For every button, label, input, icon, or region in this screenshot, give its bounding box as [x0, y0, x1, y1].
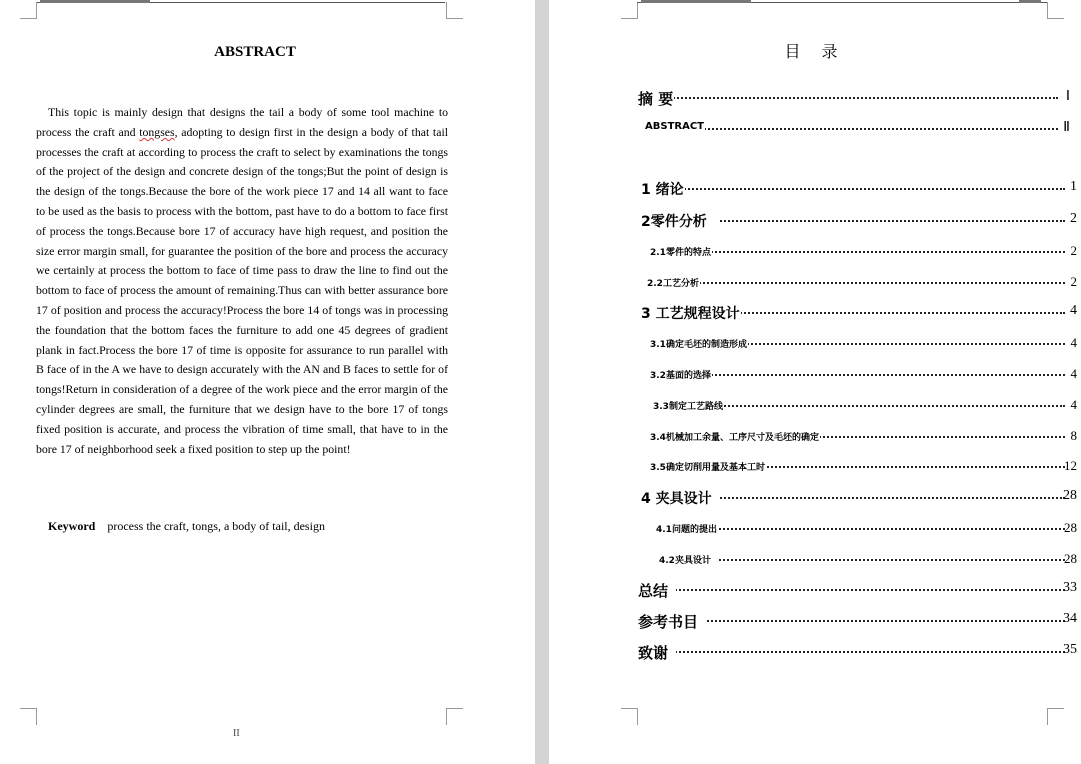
left-page [0, 0, 535, 764]
toc-entry[interactable] [549, 301, 1081, 321]
toc-page-number: 4 [1070, 303, 1077, 318]
toc-page-number: 33 [1063, 580, 1077, 595]
toc-entry[interactable] [549, 209, 1081, 229]
toc-entry-label: 3.2基面的选择 [650, 368, 712, 381]
toc-page-number: 28 [1064, 550, 1077, 566]
toc-entry[interactable] [549, 394, 1081, 414]
crop-mark [446, 708, 463, 725]
toc-entry-label: 4.2夹具设计 [659, 553, 719, 566]
toc-entry-label: 3.1确定毛坯的制造形成 [650, 337, 748, 350]
toc-entry[interactable] [549, 363, 1081, 383]
toc-entry-label: 3 工艺规程设计 [641, 303, 741, 323]
crop-mark [621, 2, 638, 19]
toc-leader-dots [641, 188, 1065, 190]
right-page [549, 0, 1081, 764]
abstract-text-start: This topic is mainly design that designs the tail a body of some tool machine to process the craft and [36, 105, 448, 139]
toc-entry-label: 2.2工艺分析 [647, 276, 700, 289]
toc-page-number: 34 [1063, 611, 1077, 626]
toc-page-number: Ⅱ [1063, 120, 1070, 135]
toc-page-number: 35 [1063, 642, 1077, 657]
toc-entry[interactable] [549, 548, 1081, 568]
toc-entry[interactable] [549, 640, 1081, 660]
toc-entry-label: 致谢 [638, 642, 676, 663]
toc-leader-dots [647, 282, 1065, 284]
toc-leader-dots [638, 589, 1065, 591]
crop-mark [20, 708, 37, 725]
abstract-body [36, 103, 448, 459]
toc-leader-dots [638, 97, 1058, 99]
crop-mark [20, 2, 37, 19]
toc-page-number: 28 [1064, 519, 1077, 535]
toc-leader-dots [638, 651, 1065, 653]
toc-leader-dots [650, 374, 1065, 376]
header-text-fragment [1019, 0, 1041, 3]
keyword-label: Keyword [48, 519, 96, 533]
toc-leader-dots [645, 128, 1058, 130]
toc-leader-dots [659, 559, 1065, 561]
toc-entry-label: 3.4机械加工余量、工序尺寸及毛坯的确定 [650, 430, 820, 443]
toc-page-number: 28 [1063, 488, 1077, 503]
crop-mark [621, 708, 638, 725]
toc-page-number: 12 [1064, 457, 1077, 473]
toc-entry[interactable] [549, 240, 1081, 260]
crop-mark [1047, 708, 1064, 725]
toc-entry-label: 1 绪论 [641, 179, 685, 199]
toc-entry[interactable] [549, 271, 1081, 291]
toc-entry[interactable] [549, 177, 1081, 197]
toc-entry[interactable] [549, 332, 1081, 352]
toc-page-number: 4 [1070, 396, 1077, 412]
toc-entry-label: 参考书目 [638, 611, 706, 632]
toc-entry[interactable] [549, 517, 1081, 537]
toc-entry-label: 2零件分析 [641, 211, 719, 231]
toc-page-number: 4 [1070, 365, 1077, 381]
toc-entry[interactable] [549, 486, 1081, 506]
crop-mark [446, 2, 463, 19]
toc-entry-label: 4 夹具设计 [641, 488, 720, 508]
header-text-fragment [641, 0, 751, 3]
toc-entry[interactable] [549, 425, 1081, 445]
toc-entry[interactable] [549, 117, 1081, 137]
toc-page-number: 2 [1070, 211, 1077, 226]
toc-page-number: 4 [1070, 334, 1077, 350]
toc-entry-label: 摘 要 [638, 89, 674, 108]
toc-entry-label: 3.3制定工艺路线 [653, 399, 724, 412]
toc-page-number: 2 [1070, 242, 1077, 258]
toc-leader-dots [650, 251, 1065, 253]
page-number: II [233, 728, 240, 739]
toc-page-number: 1 [1070, 179, 1077, 194]
keyword-text: process the craft, tongs, a body of tail, design [107, 519, 325, 533]
toc-entry[interactable] [549, 609, 1081, 629]
crop-mark [1047, 2, 1064, 19]
header-text-fragment [40, 0, 150, 3]
abstract-text-end: , adopting to design first in the design a body of that tail processes the craft at according to process the craft to select by examinations the tongs of the project of the design and concrete design of the tongs;But the point of design is the design of the tongs.Because the bore of the work piece 17 and 14 all want to face to be used as the basis to process with the bottom, past have to do a bottom to face first of process the tongs.Because bore 17 of accuracy have high request, and position the size error margin small, for guarantee the position of the bore and process the accuracy we certainly at process the bottom to face of time pass to draw the line to find out the bottom to face of process the amount of remaining.Thus can with better assurance bore 17 of position and process the accuracy!Process the bore 14 of tongs was in processing the foundation that the bottom faces the furniture to add one 45 degrees of gradient plank in fact.Process the bore 17 of time is opposite for assurance to run parallel with B face of in the A we have to design accurately with the AN and B faces to settle for of tongs!Return in consideration of a degree of the work piece and the error margin of the cylinder degrees are small, the furniture that we design have to the bore 17 of tongs fixed position is accurate, and process the vibration of time small, that have to in the bore 17 of neighborhood seek a fixed position to step up the point! [36, 124, 448, 456]
toc-entry-label: 3.5确定切削用量及基本工时 [650, 460, 766, 473]
keyword-line [48, 519, 325, 534]
toc-entry-label: ABSTRACT [645, 121, 704, 132]
toc-entry-label: 总结 [638, 580, 676, 601]
toc-title: 目 录 [784, 42, 846, 61]
toc-entry[interactable] [549, 578, 1081, 598]
spelling-error-word[interactable]: tongses [139, 124, 175, 139]
toc-entry[interactable] [549, 455, 1081, 475]
toc-page-number: 8 [1070, 427, 1077, 443]
toc-entry[interactable] [549, 86, 1081, 106]
toc-entry-label: 4.1问题的提出 [656, 522, 718, 535]
toc-page-number: Ⅰ [1065, 89, 1070, 104]
toc-entry-label: 2.1零件的特点 [650, 245, 712, 258]
abstract-title: ABSTRACT [214, 44, 296, 60]
toc-page-number: 2 [1070, 273, 1077, 289]
